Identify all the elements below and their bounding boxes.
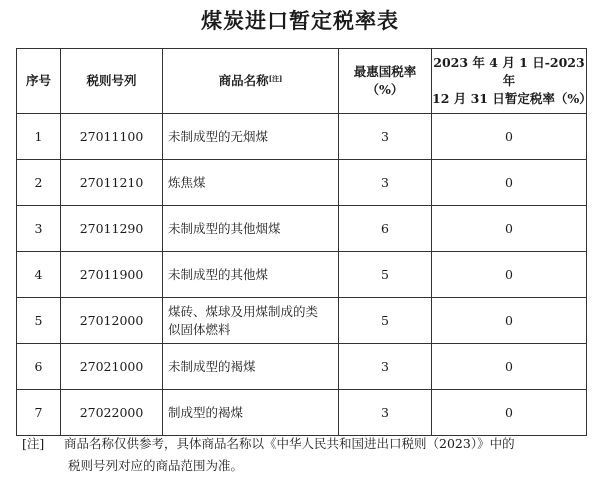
cell-code: 27021000 (61, 344, 163, 390)
cell-code: 27011100 (61, 114, 163, 160)
cell-temp: 0 (432, 252, 587, 298)
cell-no: 3 (17, 206, 61, 252)
header-mfn-rate (339, 49, 432, 114)
table-row (17, 114, 587, 160)
cell-no: 6 (17, 344, 61, 390)
header-name (163, 49, 339, 114)
cell-no: 2 (17, 160, 61, 206)
cell-no: 5 (17, 298, 61, 344)
cell-mfn: 5 (339, 252, 432, 298)
header-no: 序号 (17, 49, 61, 114)
cell-name: 未制成型的其他煤 (163, 252, 339, 298)
table-row (17, 252, 587, 298)
header-name-label: 商品名称 (218, 73, 269, 88)
table-row (17, 206, 587, 252)
table-row (17, 160, 587, 206)
footnote-tag: [注] (22, 436, 45, 451)
cell-name (163, 298, 339, 344)
header-temp-line2: 12 月 31 日暂定税率（%） (432, 91, 592, 106)
header-mfn-line1: 最惠国税率 (353, 64, 417, 79)
cell-name-line1: 煤砖、煤球及用煤制成的类 (168, 303, 319, 319)
table-row (17, 298, 587, 344)
table-row (17, 390, 587, 436)
header-name-note: [注] (268, 74, 283, 83)
cell-code: 27022000 (61, 390, 163, 436)
cell-mfn: 3 (339, 344, 432, 390)
cell-name: 未制成型的无烟煤 (163, 114, 339, 160)
cell-name: 未制成型的其他烟煤 (163, 206, 339, 252)
cell-code: 27012000 (61, 298, 163, 344)
cell-no: 1 (17, 114, 61, 160)
header-mfn-line2: （%） (366, 82, 404, 97)
table-header-row (17, 49, 587, 114)
footnote-line1-wrap (22, 433, 582, 455)
table-row (17, 344, 587, 390)
cell-temp: 0 (432, 390, 587, 436)
cell-no: 7 (17, 390, 61, 436)
tariff-table (16, 48, 592, 436)
cell-mfn: 5 (339, 298, 432, 344)
cell-code: 27011900 (61, 252, 163, 298)
cell-temp: 0 (432, 206, 587, 252)
footnote-line1: 商品名称仅供参考，具体商品名称以《中华人民共和国进出口税则（2023）》中的 (64, 436, 515, 451)
header-temp-line1: 2023 年 4 月 1 日-2023 年 (433, 55, 585, 88)
cell-mfn: 3 (339, 390, 432, 436)
cell-name: 未制成型的褐煤 (163, 344, 339, 390)
header-temp-rate (432, 49, 592, 114)
cell-name: 制成型的褐煤 (163, 390, 339, 436)
cell-no: 4 (17, 252, 61, 298)
footnote (22, 433, 582, 477)
cell-code: 27011290 (61, 206, 163, 252)
cell-code: 27011210 (61, 160, 163, 206)
page-title: 煤炭进口暂定税率表 (201, 8, 399, 33)
cell-temp: 0 (432, 160, 587, 206)
header-code: 税则号列 (61, 49, 163, 114)
cell-name-line2: 似固体燃料 (168, 321, 231, 337)
cell-name: 炼焦煤 (163, 160, 339, 206)
cell-temp: 0 (432, 298, 587, 344)
cell-mfn: 3 (339, 160, 432, 206)
cell-temp: 0 (432, 114, 587, 160)
cell-mfn: 3 (339, 114, 432, 160)
cell-temp: 0 (432, 344, 587, 390)
footnote-line2: 税则号列对应的商品范围为准。 (68, 458, 244, 473)
cell-mfn: 6 (339, 206, 432, 252)
